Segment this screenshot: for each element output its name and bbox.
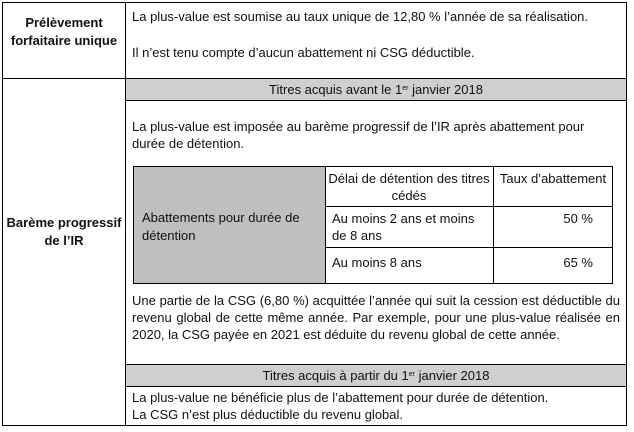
abatement-table — [133, 166, 613, 284]
inner-col-divider-1 — [325, 167, 326, 283]
band-before-sup: er — [402, 85, 409, 92]
pfu-line-1: La plus-value est soumise au taux unique de 12,80 % l’année de sa réalisation. — [132, 9, 589, 24]
row-label-bareme: Barème progressif de l’IR — [6, 215, 122, 248]
delay-header: Délai de détention des titres cédés — [328, 171, 490, 203]
bareme-intro: La plus-value est imposée au barème progressif de l’IR après abattement pour durée de détention. — [132, 119, 585, 151]
band2-bottom — [126, 386, 627, 387]
rate-cell-2: 65 % — [563, 255, 593, 270]
band-before-text: Titres acquis avant le 1 — [269, 82, 403, 97]
after-2018-line-1: La plus-value ne bénéficie plus de l’abattement pour durée de détention. — [132, 390, 549, 405]
rate-header: Taux d’abattement — [499, 171, 607, 186]
band-from-text-end: janvier 2018 — [414, 368, 490, 383]
band1-bottom — [126, 100, 627, 101]
inner-row-divider-2 — [325, 247, 612, 248]
band-before-text-end: janvier 2018 — [408, 82, 483, 97]
csg-note: Une partie de la CSG (6,80 %) acquittée l’année qui suit la cession est déductible du revenu global de cette même année. Par exemple, pour une plus-value réalisée en 2020, la CSG payée en 2021 est déduite du revenu global de cette année. — [132, 293, 620, 342]
abatement-row-label: Abattements pour durée de détention — [142, 210, 300, 243]
rate-cell-1: 50 % — [563, 211, 593, 226]
inner-row-divider-1 — [325, 206, 612, 207]
delay-cell-1: Au moins 2 ans et moins de 8 ans — [332, 211, 475, 243]
band-from-2018 — [126, 365, 626, 386]
column-divider — [125, 2, 126, 426]
delay-cell-2: Au moins 8 ans — [332, 255, 422, 270]
inner-col-divider-2 — [493, 167, 494, 283]
after-2018-line-2: La CSG n’est plus déductible du revenu global. — [132, 407, 404, 422]
band-from-text: Titres acquis à partir du 1 — [262, 368, 409, 383]
pfu-line-2: Il n’est tenu compte d’aucun abattement ni CSG déductible. — [132, 45, 475, 60]
band-from-sup: er — [408, 371, 415, 378]
band-before-2018 — [126, 79, 626, 100]
row-label-pfu: Prélèvement forfaitaire unique — [10, 15, 118, 48]
